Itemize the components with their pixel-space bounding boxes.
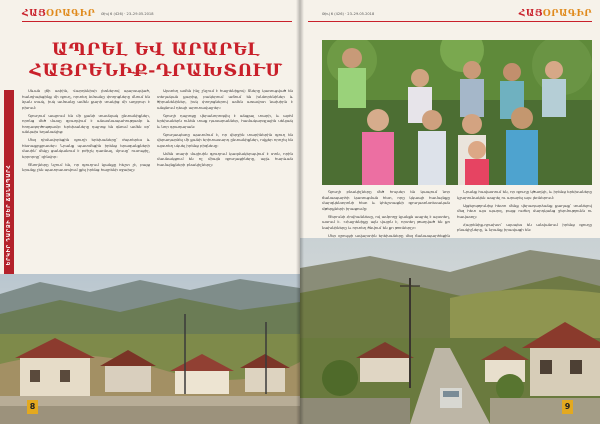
paragraph: Ամեն տարի մայիսին գյուղում կազմակերպվում է տոն, որին մասնակցում են ոչ միայն գյուղացիները, այլև հարևան համայնքների բնակիչները։	[157, 150, 293, 167]
magazine-logo: ՀԱՅՕՐԱԳԻՐ	[518, 9, 592, 19]
paragraph: Գյուղապետը պատմում է, որ վերջին տարիներին գյուղ են վերադարձել մի քանի երիտասարդ ընտանիքներ, ովքեր որոշել են այստեղ սկսել իրենց բիզնեսը։	[157, 131, 293, 148]
paragraph: Սևան լճի ափին, Վարդենիսի լեռներով պարսպված, հանդիպեցինք մի գյուղ, որտեղ ձմռանը փողոցները մնում են ձյան տակ, իսկ ամռանը ամեն քարի տակից մի աղբյուր է բխում։	[22, 88, 150, 110]
village-road-photo	[300, 238, 600, 424]
text-column-4	[457, 189, 592, 235]
paragraph: Ծնողները նշում են, որ գյուղում կյանքը հեշտ չէ, բայց նրանք չեն պատրաստվում լքել իրենց հայրենի օջախը։	[22, 161, 150, 172]
paragraph: Մեզ դիմավորեցին գյուղի երեխաները՝ ժպտերես և հետաքրքրասեր։ Նրանք պատմեցին իրենց երազանքների մասին՝ մեկը ցանկանում է բժիշկ դառնալ, մյուսը՝ ուսուցիչ, երրորդը՝ զինվոր։	[22, 137, 150, 159]
paragraph: Գյուղի բնակիչները մեծ հույսեր են կապում նոր ճանապարհի կառուցման հետ, որը կկապի համայնքը մարզկենտրոնի հետ և կհեշտացնի գյուղատնտեսական մթերքների իրացումը։	[322, 189, 450, 211]
children-photo	[322, 40, 592, 185]
spine-shadow	[296, 0, 304, 424]
paragraph: Գյուղում ապրում են մի քանի տասնյակ ընտանիքներ, որոնց մեծ մասը զբաղվում է անասնապահությամբ և հողագործությամբ։ Երեխաները դպրոց են գնում ամեն օր՝ անկախ եղանակից։	[22, 112, 150, 134]
right-header	[322, 6, 592, 22]
section-label: ԵՐԿԻՐ ԴԱՐՁԻ ՄԵՐ ՃԱՆԱՊԱՐՀ	[6, 164, 12, 266]
right-page	[300, 0, 600, 424]
paragraph: Նրանք հավատում են, որ գյուղը կծաղկի, և իրենց երեխաները կշարունակեն ապրել ու արարել այս լեռներում։	[457, 189, 592, 200]
village-photo-left	[0, 274, 300, 424]
paragraph: Այստեղ ամեն ինչ շնչում է հայրենիքով։ Տները կառուցված են տեղական քարից, բակերում աճում են խնձորենիներ և ծիրանենիներ, իսկ փողոցներով ամեն առավոտ նախիրն է անցնում դեպի արոտավայրեր։	[157, 88, 293, 110]
children-group-photo-icon	[322, 40, 592, 185]
page-number-left: 8	[27, 400, 38, 414]
paragraph: Հայրենիք-դրախտ՝ այսպես են անվանում իրենց գյուղը բնակիչները, և նրանք իրավացի են։	[457, 221, 592, 232]
village-road-icon	[300, 238, 600, 424]
title-line-1: ԱՊՐԵԼ ԵՎ ԱՐԱՐԵԼ	[51, 40, 261, 60]
magazine-logo: ՀԱՅՕՐԱԳԻՐ	[22, 9, 96, 19]
header-rule	[308, 21, 592, 22]
issue-info: Թիվ 6 (426) · 23–29.05.2018	[322, 12, 375, 16]
issue-info: Թիվ 6 (426) · 23–29.05.2018	[101, 12, 154, 16]
title-line-2: ՀԱՅՐԵՆԻՔ-ԴՐԱԽՏՈՒՄ	[29, 61, 283, 81]
text-column-2	[157, 88, 293, 170]
left-header	[22, 6, 154, 22]
header-rule	[22, 21, 292, 22]
paragraph: Մեր զրույցի ավարտին երեխաները մեզ ճանապարհեցին	[328, 232, 450, 238]
text-column-1	[22, 88, 150, 175]
paragraph: Գյուղի դպրոցը վերանորոգվել է անցյալ տարի, և այժմ երեխաներն ունեն տաք դասարաններ, համակարգչային սենյակ և նոր գրադարան։	[157, 112, 293, 129]
page-number-right: 9	[562, 400, 573, 414]
article-title	[20, 40, 292, 82]
paragraph: Այցելությունից հետո մենք վերադարձանք քաղաք՝ տանելով մեզ հետ այս պարզ, բայց ուժեղ մարդկանց ջերմությունն ու հավատը։	[457, 202, 592, 219]
paragraph: Ծերունի Հովհաննեսը, ով ամբողջ կյանքն ապրել է այստեղ, ասում է. «Հայրենիքը այն վայրն է, որտեղ թաղված են քո նախնիները և որտեղ ծնվում են քո թոռները»։	[322, 213, 450, 230]
village-landscape-icon	[0, 274, 300, 424]
